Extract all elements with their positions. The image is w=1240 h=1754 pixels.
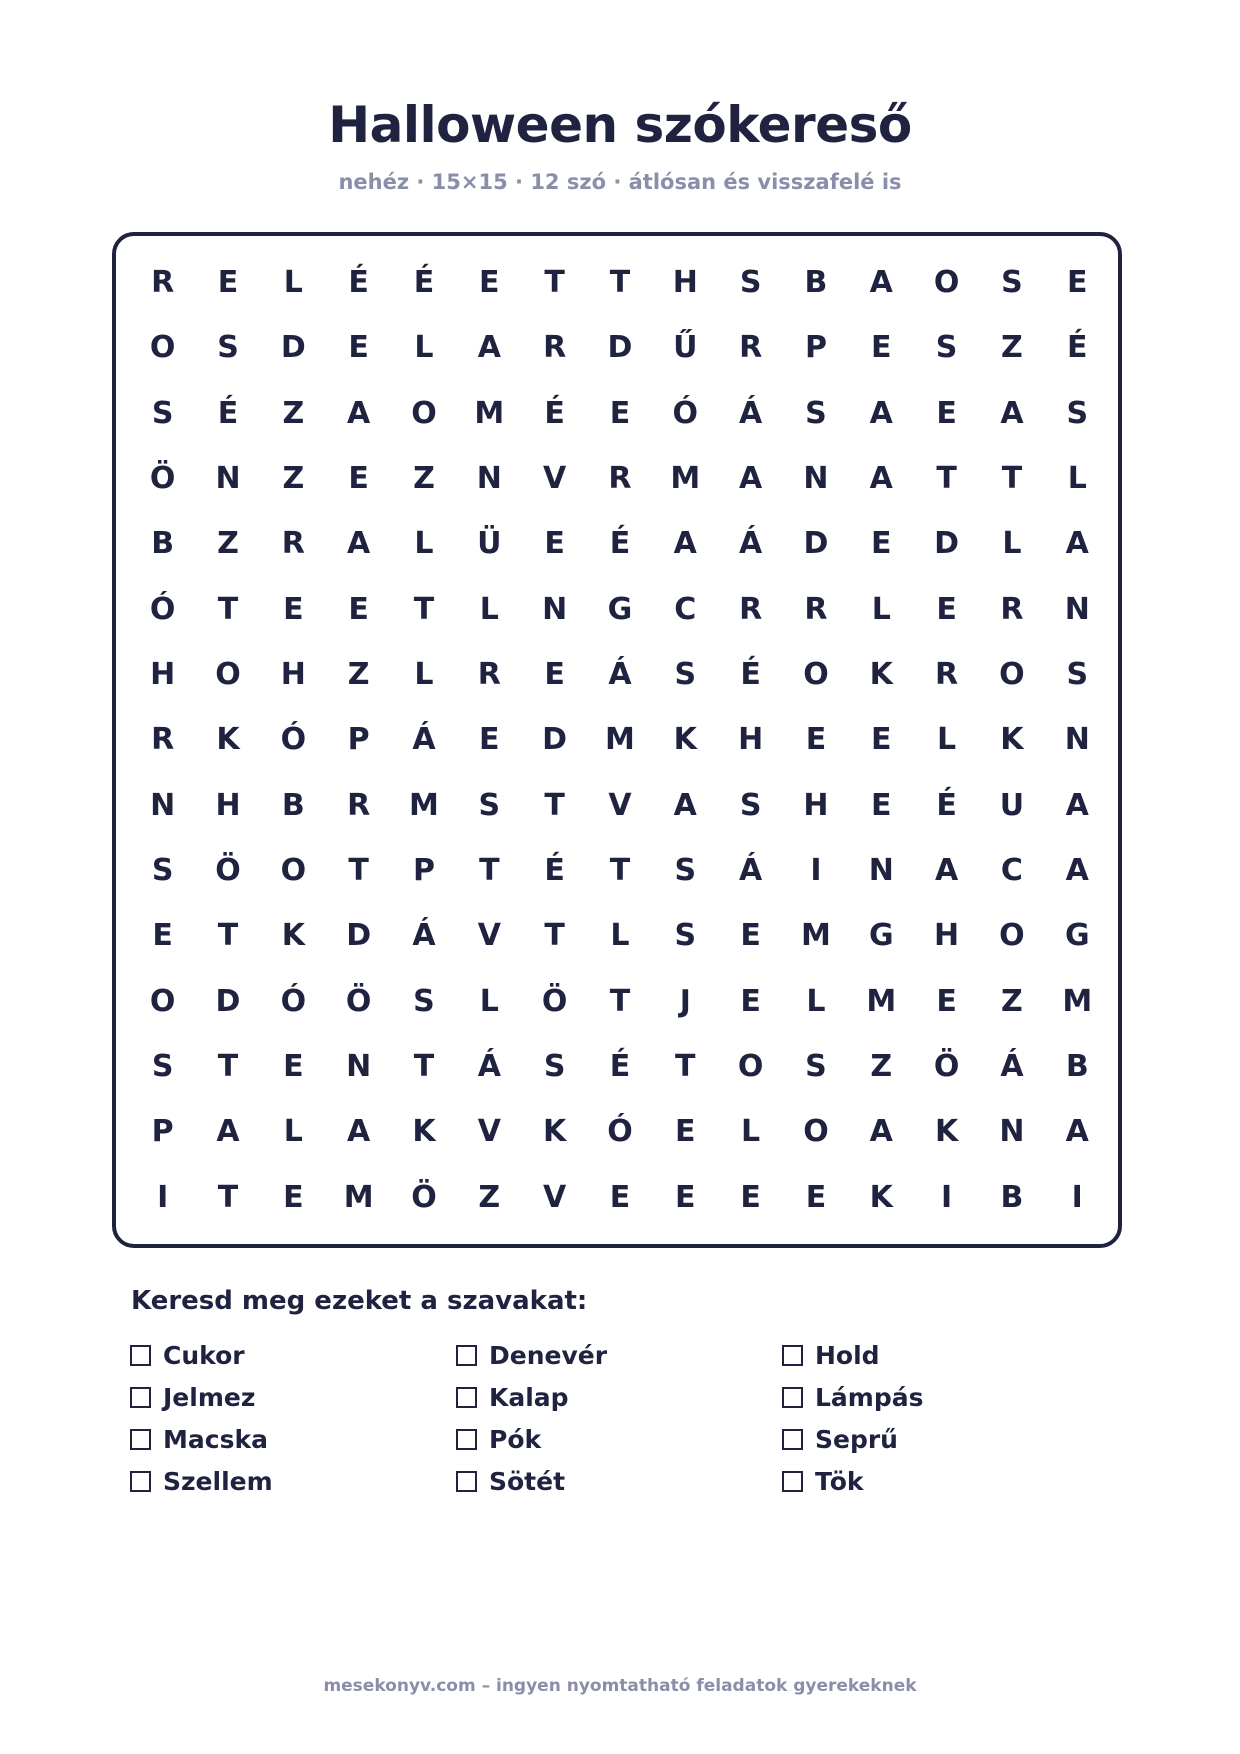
word-label: Denevér bbox=[489, 1340, 608, 1370]
grid-cell[interactable]: T bbox=[544, 265, 565, 301]
grid-cell[interactable]: R bbox=[935, 657, 959, 693]
grid-cell[interactable]: A bbox=[673, 526, 697, 562]
grid-cell[interactable]: M bbox=[801, 918, 831, 954]
grid-cell[interactable]: B bbox=[1065, 1049, 1089, 1085]
word-label: Pók bbox=[489, 1424, 542, 1454]
grid-cell[interactable]: L bbox=[610, 918, 630, 954]
grid-cell[interactable]: M bbox=[1062, 983, 1093, 1019]
grid-cell[interactable]: N bbox=[1064, 591, 1090, 627]
grid-cell[interactable]: E bbox=[936, 591, 957, 627]
grid-cell[interactable]: R bbox=[608, 461, 632, 497]
grid-cell[interactable]: H bbox=[215, 787, 241, 823]
grid-cell[interactable]: E bbox=[609, 395, 631, 431]
grid-cell[interactable]: E bbox=[283, 1179, 304, 1215]
grid-cell[interactable]: E bbox=[609, 1179, 631, 1215]
grid-cell[interactable]: B bbox=[281, 787, 305, 823]
grid-cell[interactable]: K bbox=[869, 657, 893, 693]
grid-cell[interactable]: Z bbox=[478, 1179, 501, 1215]
grid-cell[interactable]: A bbox=[1065, 787, 1089, 823]
grid-cell[interactable]: P bbox=[151, 1114, 174, 1150]
grid-cell[interactable]: S bbox=[151, 853, 174, 889]
grid-cell[interactable]: S bbox=[1001, 265, 1023, 301]
grid-cell[interactable]: Á bbox=[412, 722, 436, 758]
grid-cell[interactable]: S bbox=[739, 787, 762, 823]
grid-cell[interactable]: K bbox=[934, 1114, 959, 1150]
grid-cell[interactable]: B bbox=[1000, 1179, 1024, 1215]
word-item[interactable] bbox=[456, 1334, 782, 1376]
grid-cell[interactable]: E bbox=[871, 787, 892, 823]
grid-cell[interactable]: L bbox=[871, 591, 891, 627]
word-item[interactable] bbox=[782, 1418, 1108, 1460]
grid-cell[interactable]: I bbox=[941, 1179, 953, 1215]
grid-cell[interactable]: A bbox=[934, 853, 959, 889]
grid-cell[interactable]: O bbox=[933, 265, 960, 301]
grid-cell[interactable]: L bbox=[741, 1114, 761, 1150]
word-item[interactable] bbox=[456, 1376, 782, 1418]
word-list-heading: Keresd meg ezeket a szavakat: bbox=[131, 1286, 588, 1316]
grid-cell[interactable]: V bbox=[543, 1179, 567, 1215]
grid-cell[interactable]: R bbox=[151, 722, 175, 758]
grid-cell[interactable]: Z bbox=[282, 461, 305, 497]
grid-cell[interactable]: Ü bbox=[477, 526, 502, 562]
grid-cell[interactable]: D bbox=[934, 526, 960, 562]
grid-cell[interactable]: O bbox=[737, 1049, 764, 1085]
grid-cell[interactable]: N bbox=[1064, 722, 1090, 758]
grid-cell[interactable]: D bbox=[803, 526, 829, 562]
grid-cell[interactable]: Z bbox=[282, 395, 305, 431]
grid-cell[interactable]: N bbox=[150, 787, 176, 823]
word-checkbox[interactable] bbox=[456, 1471, 477, 1492]
grid-cell[interactable]: S bbox=[543, 1049, 566, 1085]
grid-cell[interactable]: D bbox=[542, 722, 568, 758]
grid-cell[interactable]: O bbox=[149, 983, 176, 1019]
grid-cell[interactable]: N bbox=[542, 591, 568, 627]
grid-cell[interactable]: L bbox=[1002, 526, 1022, 562]
grid-cell[interactable]: Z bbox=[347, 657, 370, 693]
grid-cell[interactable]: K bbox=[1000, 722, 1024, 758]
grid-cell[interactable]: B bbox=[804, 265, 828, 301]
grid-cell[interactable]: S bbox=[674, 853, 697, 889]
grid-cell[interactable]: A bbox=[1065, 1114, 1089, 1150]
word-label: Kalap bbox=[489, 1382, 569, 1412]
grid-cell[interactable]: M bbox=[605, 722, 635, 758]
grid-cell[interactable]: L bbox=[479, 591, 499, 627]
grid-cell[interactable]: L bbox=[414, 657, 434, 693]
grid-cell[interactable]: H bbox=[672, 265, 698, 301]
grid-cell[interactable]: É bbox=[609, 1049, 631, 1085]
grid-cell[interactable]: A bbox=[216, 1114, 240, 1150]
grid-cell[interactable]: E bbox=[675, 1114, 696, 1150]
grid-cell[interactable]: E bbox=[348, 591, 369, 627]
grid-cell[interactable]: N bbox=[803, 461, 829, 497]
grid-cell[interactable]: O bbox=[280, 853, 307, 889]
grid-cell[interactable]: J bbox=[679, 983, 691, 1019]
grid-cell[interactable]: C bbox=[674, 591, 697, 627]
grid-cell[interactable]: S bbox=[739, 265, 762, 301]
grid-cell[interactable]: A bbox=[673, 787, 697, 823]
grid-cell[interactable]: T bbox=[217, 591, 239, 627]
word-item[interactable] bbox=[130, 1334, 456, 1376]
grid-cell[interactable]: E bbox=[675, 1179, 696, 1215]
grid-cell[interactable]: T bbox=[1001, 461, 1023, 497]
grid-cell[interactable]: A bbox=[1065, 853, 1089, 889]
grid-cell[interactable]: V bbox=[477, 918, 501, 954]
grid-cell[interactable]: T bbox=[217, 918, 239, 954]
grid-cell[interactable]: Z bbox=[1001, 330, 1023, 366]
grid-cell[interactable]: O bbox=[149, 330, 176, 366]
grid-cell[interactable]: E bbox=[740, 983, 761, 1019]
grid-cell[interactable]: H bbox=[738, 722, 764, 758]
grid-cell[interactable]: Z bbox=[1001, 983, 1023, 1019]
word-label: Szellem bbox=[163, 1466, 273, 1496]
grid-cell[interactable]: R bbox=[543, 330, 567, 366]
word-checkbox[interactable] bbox=[782, 1429, 803, 1450]
grid-cell[interactable]: M bbox=[343, 1179, 374, 1215]
grid-cell[interactable]: L bbox=[806, 983, 826, 1019]
grid-cell[interactable]: S bbox=[151, 395, 174, 431]
footer-text: mesekonyv.com – ingyen nyomtatható feladatok gyerekeknek bbox=[323, 1676, 917, 1696]
grid-cell[interactable]: É bbox=[413, 265, 435, 301]
grid-cell[interactable]: Á bbox=[739, 395, 763, 431]
word-item[interactable] bbox=[130, 1376, 456, 1418]
grid-cell[interactable]: M bbox=[474, 395, 505, 431]
grid-cell[interactable]: T bbox=[609, 983, 631, 1019]
grid-cell[interactable]: S bbox=[151, 1049, 174, 1085]
grid-cell[interactable]: P bbox=[804, 330, 827, 366]
grid-cell[interactable]: K bbox=[216, 722, 240, 758]
grid-cell[interactable]: T bbox=[544, 918, 565, 954]
grid-cell[interactable]: A bbox=[869, 395, 893, 431]
grid-cell[interactable]: S bbox=[805, 1049, 827, 1085]
grid-cell[interactable]: S bbox=[413, 983, 435, 1019]
grid-cell[interactable]: O bbox=[999, 657, 1025, 693]
word-label: Sötét bbox=[489, 1466, 566, 1496]
grid-cell[interactable]: D bbox=[607, 330, 633, 366]
grid-cell[interactable]: K bbox=[869, 1179, 893, 1215]
grid-cell[interactable]: Á bbox=[412, 918, 436, 954]
grid-cell[interactable]: O bbox=[411, 395, 437, 431]
grid-cell[interactable]: E bbox=[544, 657, 565, 693]
word-checkbox[interactable] bbox=[130, 1471, 151, 1492]
grid-cell[interactable]: G bbox=[607, 591, 633, 627]
grid-cell[interactable]: O bbox=[999, 918, 1025, 954]
word-checkbox[interactable] bbox=[456, 1429, 477, 1450]
grid-cell[interactable]: Z bbox=[870, 1049, 893, 1085]
grid-cell[interactable]: E bbox=[479, 265, 500, 301]
word-label: Seprű bbox=[815, 1424, 898, 1454]
grid-cell[interactable]: L bbox=[283, 265, 303, 301]
grid-cell[interactable]: A bbox=[347, 1114, 371, 1150]
grid-cell[interactable]: K bbox=[673, 722, 697, 758]
page-subtitle: nehéz · 15×15 · 12 szó · átlósan és visszafelé is bbox=[338, 170, 902, 194]
word-item[interactable] bbox=[782, 1376, 1108, 1418]
grid-cell[interactable]: É bbox=[348, 265, 369, 301]
word-label: Macska bbox=[163, 1424, 268, 1454]
grid-cell[interactable]: T bbox=[675, 1049, 696, 1085]
grid-cell[interactable]: T bbox=[413, 591, 435, 627]
grid-cell[interactable]: É bbox=[544, 853, 565, 889]
grid-cell[interactable]: E bbox=[805, 722, 827, 758]
grid-cell[interactable]: E bbox=[871, 722, 892, 758]
grid-cell[interactable]: S bbox=[1066, 657, 1089, 693]
grid-cell[interactable]: C bbox=[1000, 853, 1023, 889]
word-label: Tök bbox=[815, 1466, 864, 1496]
letter-grid bbox=[130, 250, 1110, 1230]
grid-cell[interactable]: N bbox=[346, 1049, 372, 1085]
grid-cell[interactable]: T bbox=[479, 853, 500, 889]
grid-cell[interactable]: T bbox=[936, 461, 957, 497]
grid-cell[interactable]: Ó bbox=[280, 722, 307, 758]
grid-cell[interactable]: M bbox=[409, 787, 439, 823]
grid-cell[interactable]: A bbox=[1065, 526, 1089, 562]
word-list bbox=[130, 1334, 1110, 1502]
grid-cell[interactable]: H bbox=[280, 657, 306, 693]
grid-cell[interactable]: T bbox=[217, 1049, 239, 1085]
grid-cell[interactable]: E bbox=[479, 722, 500, 758]
grid-cell[interactable]: N bbox=[215, 461, 241, 497]
grid-cell[interactable]: D bbox=[215, 983, 241, 1019]
grid-cell[interactable]: K bbox=[543, 1114, 567, 1150]
grid-cell[interactable]: R bbox=[804, 591, 828, 627]
grid-cell[interactable]: E bbox=[283, 591, 304, 627]
grid-cell[interactable]: I bbox=[1071, 1179, 1083, 1215]
grid-cell[interactable]: E bbox=[936, 395, 957, 431]
word-label: Hold bbox=[815, 1340, 880, 1370]
grid-cell[interactable]: E bbox=[805, 1179, 827, 1215]
grid-cell[interactable]: Ö bbox=[933, 1049, 960, 1085]
word-checkbox[interactable] bbox=[130, 1387, 151, 1408]
grid-cell[interactable]: K bbox=[281, 918, 305, 954]
grid-cell[interactable]: L bbox=[1067, 461, 1087, 497]
grid-cell[interactable]: Ö bbox=[149, 461, 176, 497]
grid-cell[interactable]: Ö bbox=[345, 983, 372, 1019]
grid-cell[interactable]: E bbox=[152, 918, 173, 954]
word-item[interactable] bbox=[782, 1334, 1108, 1376]
grid-cell[interactable]: R bbox=[739, 330, 763, 366]
grid-cell[interactable]: A bbox=[1000, 395, 1024, 431]
grid-cell[interactable]: A bbox=[347, 395, 371, 431]
page-title: Halloween szókereső bbox=[328, 96, 912, 154]
grid-cell[interactable]: T bbox=[217, 1179, 239, 1215]
grid-cell[interactable]: D bbox=[280, 330, 306, 366]
word-label: Cukor bbox=[163, 1340, 245, 1370]
grid-cell[interactable]: T bbox=[609, 265, 631, 301]
grid-cell[interactable]: A bbox=[477, 330, 501, 366]
grid-cell[interactable]: É bbox=[544, 395, 565, 431]
grid-cell[interactable]: L bbox=[414, 330, 434, 366]
grid-cell[interactable]: E bbox=[348, 330, 369, 366]
grid-cell[interactable]: V bbox=[543, 461, 567, 497]
grid-cell[interactable]: R bbox=[477, 657, 501, 693]
grid-cell[interactable]: A bbox=[869, 461, 893, 497]
grid-cell[interactable]: E bbox=[544, 526, 565, 562]
grid-cell[interactable]: É bbox=[609, 526, 631, 562]
grid-cell[interactable]: L bbox=[283, 1114, 303, 1150]
grid-cell[interactable]: Ó bbox=[149, 591, 176, 627]
grid-cell[interactable]: E bbox=[348, 461, 369, 497]
grid-cell[interactable]: R bbox=[347, 787, 371, 823]
word-checkbox[interactable] bbox=[456, 1345, 477, 1366]
grid-cell[interactable]: H bbox=[150, 657, 176, 693]
grid-cell[interactable]: H bbox=[803, 787, 829, 823]
grid-cell[interactable]: Ó bbox=[672, 395, 699, 431]
grid-cell[interactable]: Á bbox=[477, 1049, 501, 1085]
grid-cell[interactable]: S bbox=[674, 918, 697, 954]
grid-cell[interactable]: P bbox=[412, 853, 435, 889]
word-checkbox[interactable] bbox=[456, 1387, 477, 1408]
grid-cell[interactable]: A bbox=[869, 1114, 893, 1150]
grid-cell[interactable]: E bbox=[936, 983, 957, 1019]
grid-cell[interactable]: S bbox=[478, 787, 501, 823]
grid-cell[interactable]: G bbox=[868, 918, 894, 954]
word-checkbox[interactable] bbox=[130, 1429, 151, 1450]
grid-cell[interactable]: Á bbox=[608, 657, 632, 693]
grid-cell[interactable]: S bbox=[674, 657, 697, 693]
grid-cell[interactable]: E bbox=[871, 526, 892, 562]
grid-cell[interactable]: E bbox=[740, 1179, 761, 1215]
grid-cell[interactable]: L bbox=[414, 526, 434, 562]
grid-cell[interactable]: L bbox=[479, 983, 499, 1019]
grid-cell[interactable]: V bbox=[477, 1114, 501, 1150]
grid-cell[interactable]: T bbox=[348, 853, 369, 889]
grid-cell[interactable]: G bbox=[1064, 918, 1090, 954]
grid-cell[interactable]: O bbox=[803, 1114, 829, 1150]
word-item[interactable] bbox=[782, 1460, 1108, 1502]
grid-cell[interactable]: Á bbox=[739, 853, 763, 889]
grid-cell[interactable]: É bbox=[1067, 330, 1088, 366]
grid-cell[interactable]: Á bbox=[1000, 1049, 1024, 1085]
word-checkbox[interactable] bbox=[782, 1471, 803, 1492]
grid-cell[interactable]: Ö bbox=[215, 853, 241, 889]
grid-cell[interactable]: É bbox=[936, 787, 957, 823]
grid-cell[interactable]: Z bbox=[413, 461, 435, 497]
grid-cell[interactable]: S bbox=[217, 330, 239, 366]
word-item[interactable] bbox=[130, 1418, 456, 1460]
grid-cell[interactable]: A bbox=[739, 461, 763, 497]
grid-cell[interactable]: A bbox=[869, 265, 893, 301]
grid-cell[interactable]: I bbox=[810, 853, 822, 889]
word-label: Lámpás bbox=[815, 1382, 924, 1412]
grid-cell[interactable]: Z bbox=[217, 526, 239, 562]
grid-cell[interactable]: S bbox=[805, 395, 827, 431]
grid-cell[interactable]: E bbox=[1067, 265, 1088, 301]
grid-cell[interactable]: T bbox=[413, 1049, 435, 1085]
grid-cell[interactable]: E bbox=[740, 918, 761, 954]
grid-cell[interactable]: Ű bbox=[673, 330, 698, 366]
grid-cell[interactable]: Ö bbox=[541, 983, 568, 1019]
grid-cell[interactable]: É bbox=[740, 657, 761, 693]
grid-cell[interactable]: A bbox=[347, 526, 371, 562]
grid-cell[interactable]: B bbox=[151, 526, 175, 562]
grid-cell[interactable]: D bbox=[346, 918, 372, 954]
grid-cell[interactable]: S bbox=[1066, 395, 1089, 431]
grid-cell[interactable]: V bbox=[608, 787, 632, 823]
word-item[interactable] bbox=[130, 1460, 456, 1502]
word-checkbox[interactable] bbox=[130, 1345, 151, 1366]
word-label: Jelmez bbox=[163, 1382, 256, 1412]
grid-cell[interactable]: S bbox=[935, 330, 958, 366]
grid-cell[interactable]: R bbox=[1000, 591, 1024, 627]
grid-cell[interactable]: Ó bbox=[280, 983, 307, 1019]
grid-cell[interactable]: R bbox=[281, 526, 305, 562]
grid-cell[interactable]: N bbox=[999, 1114, 1025, 1150]
grid-cell[interactable]: O bbox=[803, 657, 829, 693]
grid-cell[interactable]: M bbox=[866, 983, 897, 1019]
word-checkbox[interactable] bbox=[782, 1345, 803, 1366]
grid-cell[interactable]: I bbox=[157, 1179, 169, 1215]
grid-cell[interactable]: Ö bbox=[411, 1179, 437, 1215]
grid-cell[interactable]: U bbox=[999, 787, 1025, 823]
grid-cell[interactable]: T bbox=[544, 787, 565, 823]
grid-cell[interactable]: N bbox=[868, 853, 894, 889]
grid-cell[interactable]: Á bbox=[739, 526, 763, 562]
grid-cell[interactable]: É bbox=[217, 395, 239, 431]
grid-cell[interactable]: K bbox=[412, 1114, 436, 1150]
grid-cell[interactable]: R bbox=[151, 265, 175, 301]
grid-cell[interactable]: E bbox=[871, 330, 892, 366]
grid-cell[interactable]: P bbox=[347, 722, 370, 758]
grid-cell[interactable]: M bbox=[670, 461, 701, 497]
grid-cell[interactable]: H bbox=[934, 918, 960, 954]
grid-cell[interactable]: Ó bbox=[607, 1114, 633, 1150]
grid-cell[interactable]: O bbox=[215, 657, 241, 693]
word-item[interactable] bbox=[456, 1418, 782, 1460]
grid-cell[interactable]: E bbox=[217, 265, 239, 301]
grid-cell[interactable]: E bbox=[283, 1049, 304, 1085]
grid-cell[interactable]: N bbox=[476, 461, 502, 497]
grid-cell[interactable]: T bbox=[609, 853, 631, 889]
grid-cell[interactable]: L bbox=[937, 722, 957, 758]
word-item[interactable] bbox=[456, 1460, 782, 1502]
word-checkbox[interactable] bbox=[782, 1387, 803, 1408]
grid-cell[interactable]: R bbox=[739, 591, 763, 627]
